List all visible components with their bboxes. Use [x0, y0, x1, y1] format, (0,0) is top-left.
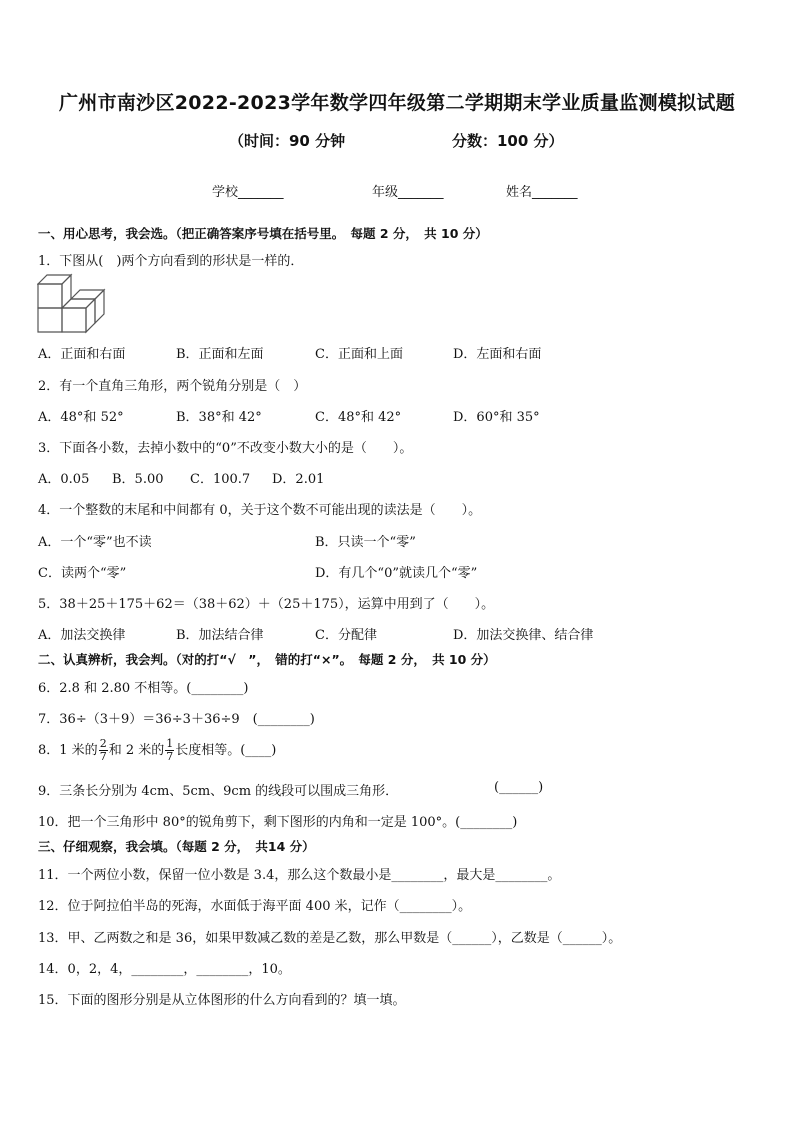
q4-option-a: A．一个“零”也不读: [38, 535, 152, 550]
question-14: 14．0，2，4，________，________，10。: [38, 962, 291, 977]
exam-score: 分数：100 分）: [452, 132, 564, 150]
q1-option-d: D．左面和右面: [453, 347, 542, 362]
question-11: 11．一个两位小数，保留一位小数是 3.4，那么这个数最小是________，最大是________。: [38, 868, 561, 883]
q1-option-b: B．正面和左面: [176, 347, 264, 362]
section-1-heading: 一、用心思考，我会选。（把正确答案序号填在括号里。 每题 2 分， 共 10 分）: [38, 226, 488, 241]
q2-option-b: B．38°和 42°: [176, 410, 262, 425]
q1-option-c: C．正面和上面: [315, 347, 403, 362]
exam-time: （时间：90 分钟: [229, 132, 346, 150]
grade-field: 年级_______: [372, 185, 444, 200]
q3-option-c: C．100.7: [190, 472, 251, 487]
exam-title: 广州市南沙区2022-2023学年数学四年级第二学期期末学业质量监测模拟试题: [58, 92, 736, 114]
q8-fraction-1: [99, 738, 108, 763]
question-2: 2．有一个直角三角形，两个锐角分别是（ ）: [38, 379, 307, 394]
q4-option-b: B．只读一个“零”: [315, 535, 416, 550]
question-10: 10．把一个三角形中 80°的锐角剪下，剩下图形的内角和一定是 100°。(________): [38, 815, 518, 830]
question-7: 7．36÷（3＋9）＝36÷3＋36÷9 (________): [38, 712, 315, 727]
q8-text-end: 长度相等。(____): [175, 743, 277, 758]
q5-option-d: D．加法交换律、结合律: [453, 628, 594, 643]
q4-option-d: D．有几个“0”就读几个“零”: [315, 566, 478, 581]
q9-answer-blank: (______): [494, 780, 544, 795]
q2-option-d: D．60°和 35°: [453, 410, 540, 425]
question-13: 13．甲、乙两数之和是 36，如果甲数减乙数的差是乙数，那么甲数是（______），乙数是（______）。: [38, 931, 622, 946]
q2-option-c: C．48°和 42°: [315, 410, 402, 425]
question-8: [38, 736, 276, 766]
q8-text-middle: 和 2 米的: [108, 743, 165, 758]
question-3: 3．下面各小数，去掉小数中的“0”不改变小数大小的是（ ）。: [38, 441, 413, 456]
q5-option-c: C．分配律: [315, 628, 377, 643]
q3-option-a: A．0.05: [38, 472, 90, 487]
q8-text-start: 8．1 米的: [38, 743, 98, 758]
q4-option-c: C．读两个“零”: [38, 566, 127, 581]
question-15: 15．下面的图形分别是从立体图形的什么方向看到的？填一填。: [38, 993, 406, 1008]
q8-fraction-2-denominator: 7: [166, 750, 174, 763]
question-1: 1．下图从( )两个方向看到的形状是一样的．: [38, 254, 304, 269]
name-field: 姓名_______: [506, 185, 578, 200]
section-2-heading: 二、认真辨析，我会判。（对的打“√ ”， 错的打“×”。 每题 2 分， 共 10 分）: [38, 652, 496, 667]
cube-stack-figure: [37, 272, 109, 336]
q5-option-a: A．加法交换律: [38, 628, 126, 643]
q1-option-a: A．正面和右面: [38, 347, 126, 362]
q8-fraction-2: [165, 738, 174, 763]
q3-option-d: D．2.01: [272, 472, 325, 487]
section-3-heading: 三、仔细观察，我会填。（每题 2 分， 共14 分）: [38, 839, 315, 854]
question-12: 12．位于阿拉伯半岛的死海，水面低于海平面 400 米，记作（________）。: [38, 899, 472, 914]
q5-option-b: B．加法结合律: [176, 628, 264, 643]
school-field: 学校_______: [212, 185, 284, 200]
q8-fraction-1-denominator: 7: [99, 750, 107, 763]
question-6: 6．2.8 和 2.80 不相等。(________): [38, 681, 249, 696]
q8-fraction-2-numerator: 1: [166, 737, 174, 750]
question-5: 5．38＋25＋175＋62＝（38＋62）＋（25＋175），运算中用到了（ ）。: [38, 597, 495, 612]
q2-option-a: A．48°和 52°: [38, 410, 124, 425]
q8-fraction-1-numerator: 2: [99, 737, 107, 750]
question-4: 4．一个整数的末尾和中间都有 0，关于这个数不可能出现的读法是（ ）。: [38, 503, 482, 518]
question-9: 9．三条长分别为 4cm、5cm、9cm 的线段可以围成三角形．: [38, 784, 399, 799]
q3-option-b: B．5.00: [112, 472, 164, 487]
